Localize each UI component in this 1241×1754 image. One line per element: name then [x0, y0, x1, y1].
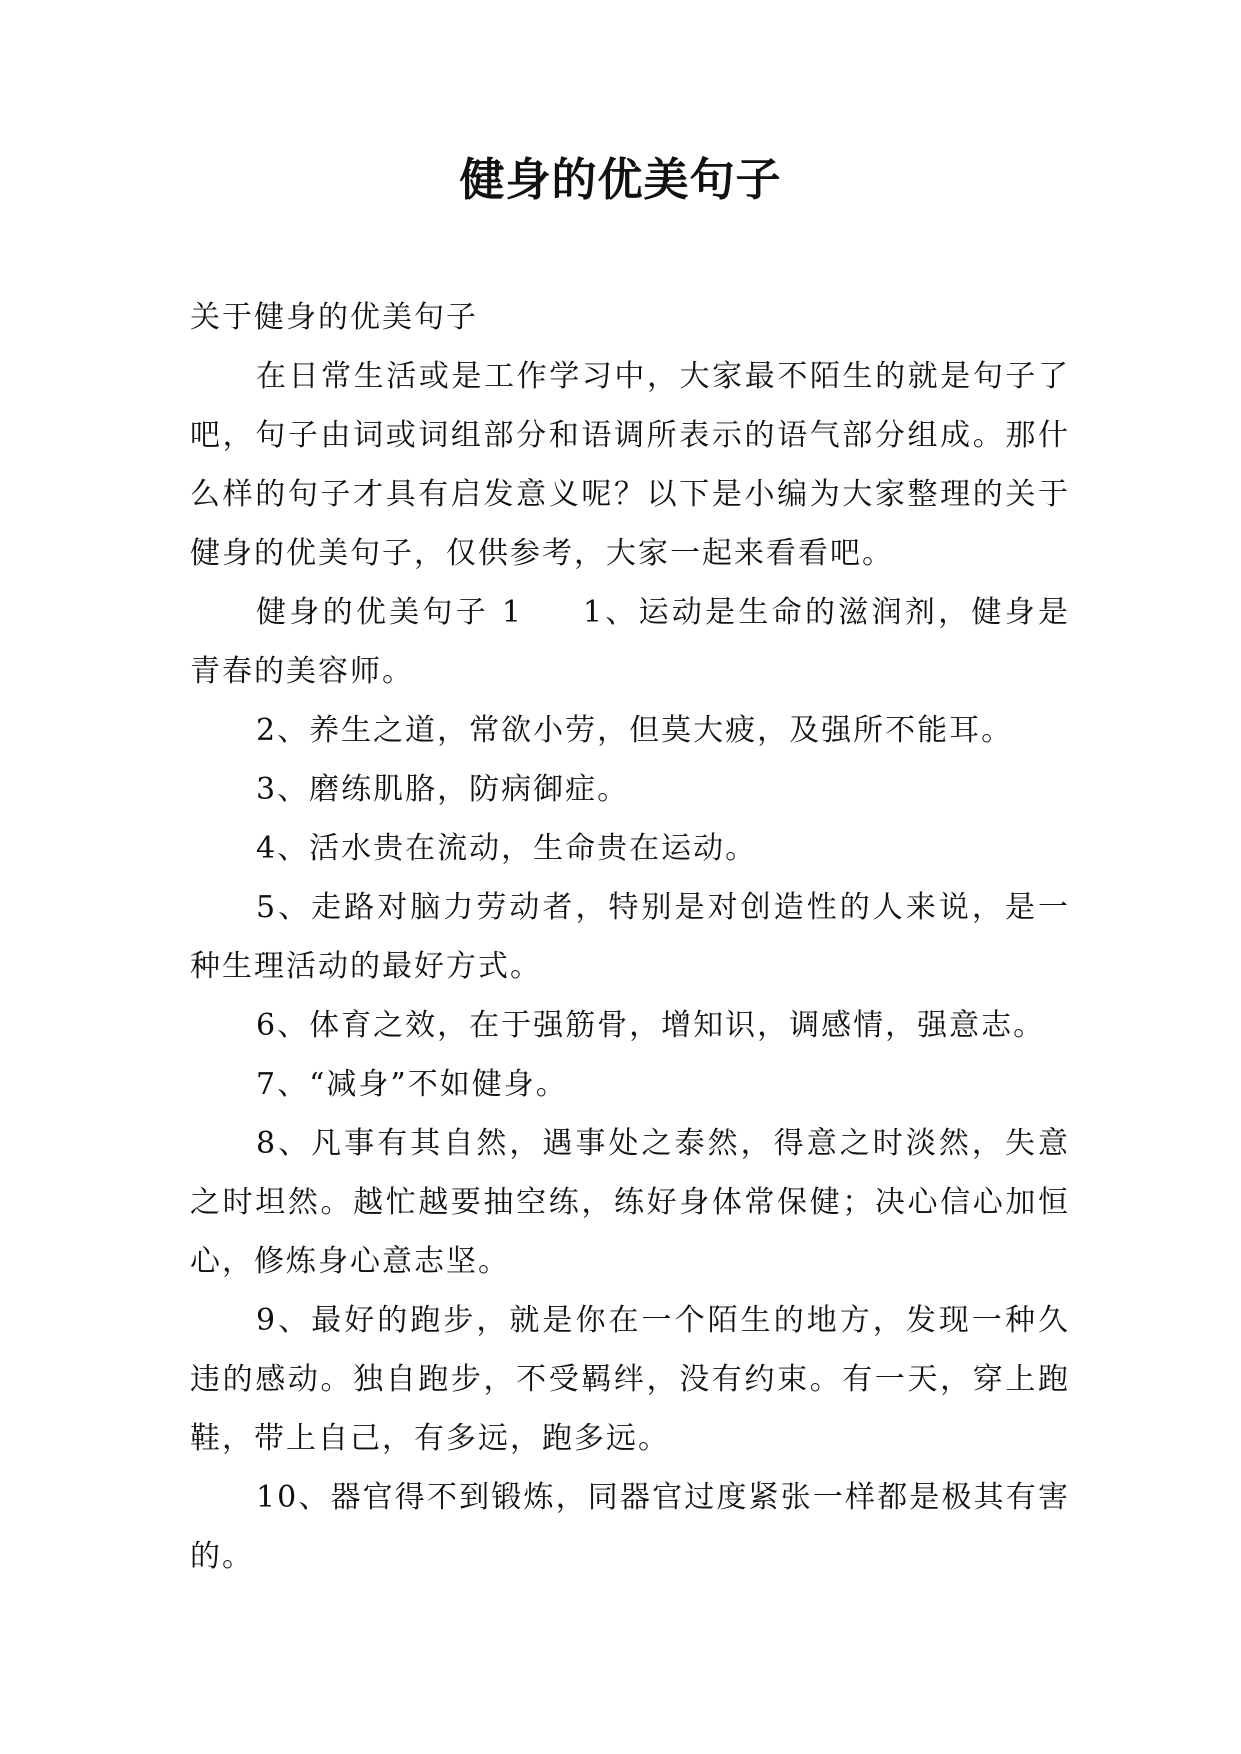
list-item: 6、体育之效，在于强筋骨，增知识，调感情，强意志。 [256, 1008, 1046, 1043]
document-body [190, 288, 1070, 1586]
list-item: 2、养生之道，常欲小劳，但莫大疲，及强所不能耳。 [256, 713, 1014, 748]
list-item: 3、磨练肌胳，防病御症。 [256, 772, 630, 807]
section-first-paragraph [190, 583, 1070, 701]
list-item: 8、凡事有其自然，遇事处之泰然，得意之时淡然，失意之时坦然。越忙越要抽空练，练好身体常保健；决心信心加恒心，修炼身心意志坚。 [190, 1126, 1070, 1279]
list-item: 7、“减身”不如健身。 [256, 1067, 568, 1102]
list-item: 10、器官得不到锻炼，同器官过度紧张一样都是极其有害的。 [190, 1480, 1070, 1574]
list-item: 9、最好的跑步，就是你在一个陌生的地方，发现一种久违的感动。独自跑步，不受羁绊，没有约束。有一天，穿上跑鞋，带上自己，有多远，跑多远。 [190, 1303, 1070, 1456]
list-item: 1、运动是生命的滋润剂，健身是青春的美容师。 [190, 595, 1071, 689]
intro-paragraph: 在日常生活或是工作学习中，大家最不陌生的就是句子了吧，句子由词或词组部分和语调所表示的语气部分组成。那什么样的句子才具有启发意义呢？以下是小编为大家整理的关于健身的优美句子，仅供参考，大家一起来看看吧。 [190, 359, 1070, 571]
list-item: 4、活水贵在流动，生命贵在运动。 [256, 831, 758, 866]
subtitle: 关于健身的优美句子 [190, 300, 478, 335]
document-title: 健身的优美句子 [459, 153, 782, 206]
section-heading: 健身的优美句子 1 [256, 595, 523, 630]
list-item: 5、走路对脑力劳动者，特别是对创造性的人来说，是一种生理活动的最好方式。 [190, 890, 1070, 984]
